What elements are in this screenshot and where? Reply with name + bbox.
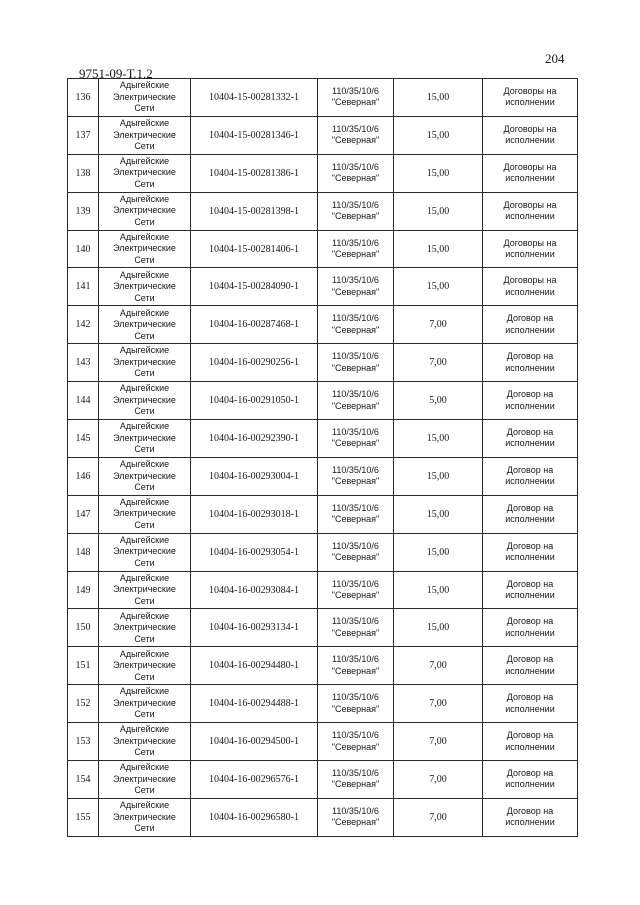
substation-cell (318, 533, 394, 571)
status-line: Договор на (506, 616, 554, 627)
organization-line: Адыгейские (119, 345, 170, 356)
substation-cell (318, 609, 394, 647)
organization-line: Сети (134, 178, 155, 189)
substation-cell (318, 798, 394, 836)
power-cell: 7,00 (394, 306, 483, 344)
status-line: исполнении (505, 817, 555, 828)
contract-code-cell: 10404-16-00290256-1 (191, 344, 318, 382)
status-line: Договор на (506, 578, 554, 589)
status-line: Договор на (506, 692, 554, 703)
power-cell: 7,00 (394, 647, 483, 685)
power-cell: 7,00 (394, 761, 483, 799)
organization-line: Адыгейские (119, 610, 170, 621)
contract-code-cell: 10404-16-00291050-1 (191, 382, 318, 420)
organization-cell (99, 268, 191, 306)
status-line: Договор на (506, 767, 554, 778)
substation-line: 110/35/10/6 (332, 237, 379, 248)
organization-line: Сети (134, 519, 155, 530)
status-cell (483, 382, 578, 420)
substation-line: "Северная" (331, 779, 380, 790)
organization-line: Электрические (113, 584, 176, 595)
power-cell: 15,00 (394, 495, 483, 533)
status-line: исполнении (505, 514, 555, 525)
row-number-cell: 146 (68, 457, 99, 495)
power-cell: 15,00 (394, 533, 483, 571)
substation-line: 110/35/10/6 (332, 161, 379, 172)
table-row (68, 344, 578, 382)
substation-line: "Северная" (331, 665, 380, 676)
organization-line: Электрические (113, 243, 176, 254)
status-cell (483, 192, 578, 230)
table-row (68, 192, 578, 230)
organization-cell (99, 647, 191, 685)
substation-line: 110/35/10/6 (332, 389, 379, 400)
status-line: Договор на (506, 313, 554, 324)
status-line: исполнении (505, 476, 555, 487)
status-line: Договор на (506, 540, 554, 551)
substation-cell (318, 647, 394, 685)
table-row (68, 798, 578, 836)
contract-code-cell: 10404-15-00281406-1 (191, 230, 318, 268)
substation-line: 110/35/10/6 (332, 654, 379, 665)
row-number-cell: 137 (68, 116, 99, 154)
table-row (68, 533, 578, 571)
organization-cell (99, 761, 191, 799)
organization-line: Сети (134, 482, 155, 493)
contract-code-cell: 10404-15-00281398-1 (191, 192, 318, 230)
organization-line: Сети (134, 103, 155, 114)
row-number-cell: 151 (68, 647, 99, 685)
organization-cell (99, 723, 191, 761)
organization-line: Сети (134, 709, 155, 720)
substation-line: "Северная" (331, 362, 380, 373)
status-line: Договор на (506, 351, 554, 362)
organization-line: Адыгейские (119, 686, 170, 697)
document-code: 9751-09-Т.1.2 (79, 66, 153, 81)
organization-line: Сети (134, 330, 155, 341)
substation-line: "Северная" (331, 703, 380, 714)
organization-line: Электрические (113, 91, 176, 102)
row-number-cell: 138 (68, 154, 99, 192)
contract-code-cell: 10404-16-00287468-1 (191, 306, 318, 344)
organization-line: Адыгейские (119, 459, 170, 470)
status-cell (483, 495, 578, 533)
status-line: исполнении (505, 552, 555, 563)
row-number-cell: 149 (68, 571, 99, 609)
substation-line: "Северная" (331, 438, 380, 449)
organization-line: Электрические (113, 129, 176, 140)
substation-line: 110/35/10/6 (332, 805, 379, 816)
substation-line: "Северная" (331, 400, 380, 411)
row-number-cell: 136 (68, 79, 99, 117)
power-cell: 15,00 (394, 154, 483, 192)
substation-cell (318, 571, 394, 609)
organization-line: Сети (134, 671, 155, 682)
row-number-cell: 150 (68, 609, 99, 647)
organization-line: Электрические (113, 773, 176, 784)
power-cell: 7,00 (394, 685, 483, 723)
substation-cell (318, 457, 394, 495)
table-row (68, 306, 578, 344)
organization-line: Адыгейские (119, 193, 170, 204)
table-row (68, 420, 578, 458)
table-row (68, 609, 578, 647)
organization-line: Адыгейские (119, 383, 170, 394)
table-row (68, 154, 578, 192)
organization-line: Электрические (113, 356, 176, 367)
organization-line: Сети (134, 557, 155, 568)
substation-cell (318, 230, 394, 268)
organization-cell (99, 457, 191, 495)
substation-line: "Северная" (331, 97, 380, 108)
organization-cell (99, 306, 191, 344)
status-cell (483, 268, 578, 306)
status-cell (483, 571, 578, 609)
substation-cell (318, 382, 394, 420)
power-cell: 15,00 (394, 230, 483, 268)
contract-code-cell: 10404-16-00294500-1 (191, 723, 318, 761)
row-number-cell: 148 (68, 533, 99, 571)
row-number-cell: 144 (68, 382, 99, 420)
substation-line: 110/35/10/6 (332, 85, 379, 96)
substation-line: "Северная" (331, 476, 380, 487)
status-line: Договоры на (503, 85, 557, 96)
status-line: исполнении (505, 286, 555, 297)
substation-line: 110/35/10/6 (332, 692, 379, 703)
substation-cell (318, 192, 394, 230)
organization-line: Электрические (113, 432, 176, 443)
contract-code-cell: 10404-16-00294480-1 (191, 647, 318, 685)
organization-line: Сети (134, 633, 155, 644)
substation-line: "Северная" (331, 249, 380, 259)
contract-code-cell: 10404-16-00296580-1 (191, 798, 318, 836)
power-cell: 15,00 (394, 609, 483, 647)
status-cell (483, 230, 578, 268)
row-number-cell: 145 (68, 420, 99, 458)
substation-line: 110/35/10/6 (332, 426, 379, 437)
power-cell: 7,00 (394, 798, 483, 836)
organization-line: Адыгейские (119, 421, 170, 432)
substation-cell (318, 306, 394, 344)
contract-code-cell: 10404-15-00284090-1 (191, 268, 318, 306)
substation-cell (318, 420, 394, 458)
status-line: исполнении (505, 779, 555, 790)
substation-line: "Северная" (331, 552, 380, 563)
power-cell: 15,00 (394, 457, 483, 495)
status-cell (483, 609, 578, 647)
row-number-cell: 155 (68, 798, 99, 836)
table-row (68, 495, 578, 533)
status-line: Договор на (506, 730, 554, 741)
status-line: исполнении (505, 665, 555, 676)
table-row (68, 723, 578, 761)
status-line: исполнении (505, 590, 555, 601)
status-line: Договор на (506, 389, 554, 400)
organization-line: Адыгейские (119, 724, 170, 735)
status-cell (483, 761, 578, 799)
organization-line: Сети (134, 292, 155, 303)
status-line: исполнении (505, 438, 555, 449)
organization-cell (99, 571, 191, 609)
organization-line: Адыгейские (119, 800, 170, 811)
status-line: исполнении (505, 249, 555, 259)
contract-code-cell: 10404-16-00296576-1 (191, 761, 318, 799)
status-cell (483, 685, 578, 723)
organization-line: Электрические (113, 811, 176, 822)
contract-code-cell: 10404-15-00281386-1 (191, 154, 318, 192)
table-row (68, 116, 578, 154)
power-cell: 15,00 (394, 79, 483, 117)
row-number-cell: 143 (68, 344, 99, 382)
organization-cell (99, 798, 191, 836)
status-line: исполнении (505, 362, 555, 373)
organization-cell (99, 344, 191, 382)
organization-line: Электрические (113, 622, 176, 633)
status-cell (483, 533, 578, 571)
organization-line: Адыгейские (119, 118, 170, 129)
substation-line: 110/35/10/6 (332, 351, 379, 362)
organization-line: Сети (134, 595, 155, 606)
organization-line: Электрические (113, 281, 176, 292)
substation-cell (318, 723, 394, 761)
substation-line: "Северная" (331, 211, 380, 222)
status-cell (483, 116, 578, 154)
organization-cell (99, 382, 191, 420)
organization-line: Электрические (113, 660, 176, 671)
organization-line: Сети (134, 444, 155, 455)
organization-line: Адыгейские (119, 307, 170, 318)
substation-cell (318, 685, 394, 723)
organization-line: Сети (134, 785, 155, 796)
organization-line: Сети (134, 747, 155, 758)
substation-cell (318, 761, 394, 799)
organization-line: Адыгейские (119, 155, 170, 166)
organization-line: Электрические (113, 546, 176, 557)
substation-line: "Северная" (331, 627, 380, 638)
organization-cell (99, 192, 191, 230)
contract-code-cell: 10404-15-00281332-1 (191, 79, 318, 117)
organization-line: Адыгейские (119, 534, 170, 545)
row-number-cell: 139 (68, 192, 99, 230)
status-line: исполнении (505, 400, 555, 411)
organization-line: Сети (134, 141, 155, 152)
substation-line: "Северная" (331, 286, 380, 297)
status-cell (483, 420, 578, 458)
status-line: исполнении (505, 173, 555, 184)
substation-line: "Северная" (331, 514, 380, 525)
substation-line: "Северная" (331, 741, 380, 752)
substation-line: "Северная" (331, 590, 380, 601)
substation-line: "Северная" (331, 817, 380, 828)
status-line: исполнении (505, 97, 555, 108)
status-cell (483, 457, 578, 495)
organization-line: Электрические (113, 735, 176, 746)
page-number: 204 (545, 51, 565, 66)
organization-line: Электрические (113, 319, 176, 330)
status-line: Договоры на (503, 199, 557, 210)
organization-cell (99, 609, 191, 647)
status-line: Договор на (506, 502, 554, 513)
organization-line: Сети (134, 216, 155, 227)
table-row (68, 647, 578, 685)
status-line: Договоры на (503, 275, 557, 286)
contract-code-cell: 10404-16-00293084-1 (191, 571, 318, 609)
status-line: исполнении (505, 741, 555, 752)
organization-cell (99, 154, 191, 192)
status-cell (483, 798, 578, 836)
status-cell (483, 79, 578, 117)
substation-cell (318, 495, 394, 533)
contract-code-cell: 10404-16-00293004-1 (191, 457, 318, 495)
organization-cell (99, 79, 191, 117)
contract-code-cell: 10404-16-00292390-1 (191, 420, 318, 458)
status-line: Договор на (506, 654, 554, 665)
status-line: Договоры на (503, 123, 557, 134)
status-cell (483, 344, 578, 382)
status-cell (483, 306, 578, 344)
power-cell: 15,00 (394, 420, 483, 458)
substation-line: 110/35/10/6 (332, 730, 379, 741)
status-cell (483, 154, 578, 192)
organization-line: Адыгейские (119, 572, 170, 583)
organization-cell (99, 116, 191, 154)
table-row (68, 571, 578, 609)
organization-line: Адыгейские (119, 496, 170, 507)
organization-line: Электрические (113, 470, 176, 481)
substation-line: "Северная" (331, 324, 380, 335)
organization-line: Адыгейские (119, 762, 170, 773)
substation-line: 110/35/10/6 (332, 540, 379, 551)
table-row (68, 230, 578, 268)
status-line: Договоры на (503, 161, 557, 172)
substation-line: 110/35/10/6 (332, 123, 379, 134)
substation-line: 110/35/10/6 (332, 616, 379, 627)
power-cell: 7,00 (394, 344, 483, 382)
row-number-cell: 153 (68, 723, 99, 761)
power-cell: 15,00 (394, 268, 483, 306)
substation-line: 110/35/10/6 (332, 578, 379, 589)
substation-cell (318, 79, 394, 117)
status-line: Договор на (506, 426, 554, 437)
table-row (68, 79, 578, 117)
organization-line: Сети (134, 823, 155, 834)
contract-code-cell: 10404-16-00293018-1 (191, 495, 318, 533)
organization-cell (99, 533, 191, 571)
status-line: исполнении (505, 627, 555, 638)
contract-code-cell: 10404-15-00281346-1 (191, 116, 318, 154)
row-number-cell: 142 (68, 306, 99, 344)
table-row (68, 268, 578, 306)
organization-cell (99, 420, 191, 458)
organization-line: Электрические (113, 205, 176, 216)
table-row (68, 457, 578, 495)
substation-line: 110/35/10/6 (332, 275, 379, 286)
substation-cell (318, 344, 394, 382)
organization-cell (99, 495, 191, 533)
status-line: Договоры на (503, 237, 557, 248)
substation-cell (318, 268, 394, 306)
substation-cell (318, 154, 394, 192)
organization-line: Адыгейские (119, 80, 170, 91)
row-number-cell: 141 (68, 268, 99, 306)
power-cell: 5,00 (394, 382, 483, 420)
organization-line: Адыгейские (119, 269, 170, 280)
organization-line: Адыгейские (119, 231, 170, 242)
substation-line: 110/35/10/6 (332, 502, 379, 513)
status-line: Договор на (506, 805, 554, 816)
substation-line: 110/35/10/6 (332, 199, 379, 210)
substation-line: "Северная" (331, 173, 380, 184)
table-body (68, 79, 578, 837)
status-line: исполнении (505, 324, 555, 335)
status-line: исполнении (505, 703, 555, 714)
row-number-cell: 152 (68, 685, 99, 723)
power-cell: 7,00 (394, 723, 483, 761)
table-row (68, 382, 578, 420)
organization-line: Электрические (113, 697, 176, 708)
substation-line: 110/35/10/6 (332, 767, 379, 778)
table-row (68, 685, 578, 723)
contract-code-cell: 10404-16-00294488-1 (191, 685, 318, 723)
organization-line: Электрические (113, 394, 176, 405)
contract-code-cell: 10404-16-00293134-1 (191, 609, 318, 647)
contracts-table (67, 78, 578, 837)
power-cell: 15,00 (394, 571, 483, 609)
power-cell: 15,00 (394, 192, 483, 230)
organization-line: Сети (134, 406, 155, 417)
substation-line: 110/35/10/6 (332, 464, 379, 475)
substation-line: "Северная" (331, 135, 380, 146)
status-line: исполнении (505, 135, 555, 146)
status-cell (483, 723, 578, 761)
status-cell (483, 647, 578, 685)
organization-line: Электрические (113, 167, 176, 178)
organization-cell (99, 230, 191, 268)
substation-line: 110/35/10/6 (332, 313, 379, 324)
status-line: исполнении (505, 211, 555, 222)
power-cell: 15,00 (394, 116, 483, 154)
organization-line: Адыгейские (119, 648, 170, 659)
organization-line: Сети (134, 368, 155, 379)
organization-line: Электрические (113, 508, 176, 519)
row-number-cell: 147 (68, 495, 99, 533)
row-number-cell: 140 (68, 230, 99, 268)
substation-cell (318, 116, 394, 154)
organization-line: Сети (134, 254, 155, 265)
status-line: Договор на (506, 464, 554, 475)
table-row (68, 761, 578, 799)
organization-cell (99, 685, 191, 723)
contract-code-cell: 10404-16-00293054-1 (191, 533, 318, 571)
row-number-cell: 154 (68, 761, 99, 799)
